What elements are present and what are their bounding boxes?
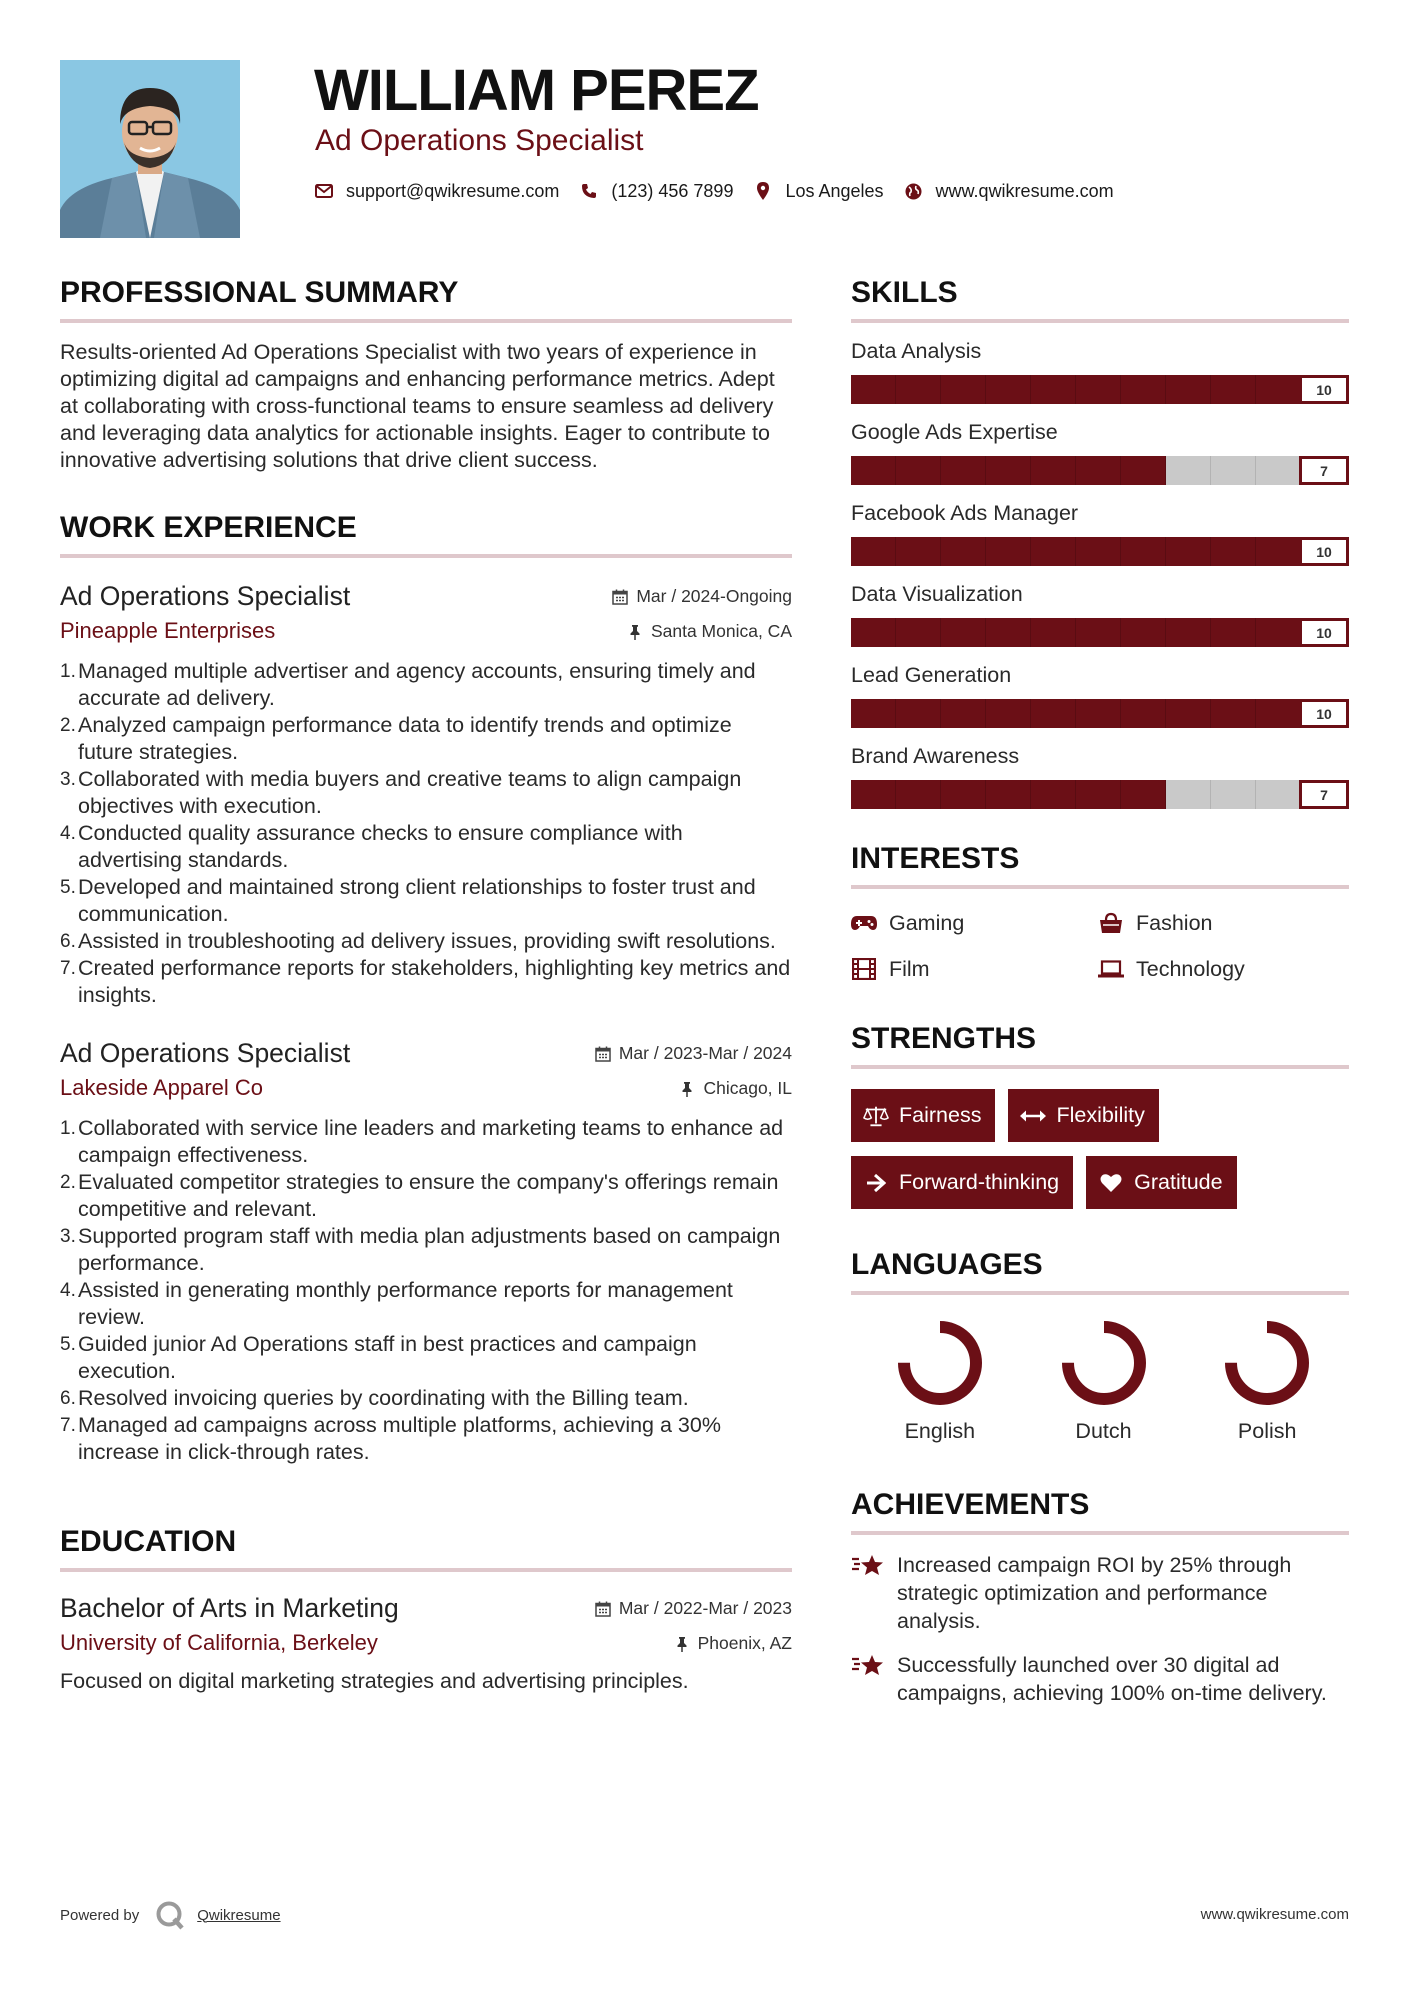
skill-bar-segment	[1031, 537, 1076, 566]
skill-bar-segment	[1256, 618, 1301, 647]
skill-bar-segment	[1211, 375, 1256, 404]
section-title: STRENGTHS	[851, 1022, 1037, 1055]
skill-bar-segment	[1166, 699, 1211, 728]
skill-bar-segment	[1076, 537, 1121, 566]
contact-bar	[314, 176, 1134, 206]
skill-bar-segment	[1121, 699, 1166, 728]
section-divider	[60, 1568, 792, 1572]
skill-bar-segment	[896, 699, 941, 728]
contact-website[interactable]: www.qwikresume.com	[935, 180, 1114, 201]
skill-bar-segment	[1256, 780, 1301, 809]
job-date-text: Mar / 2023-Mar / 2024	[618, 1043, 792, 1063]
skill-bar-segment	[1121, 780, 1166, 809]
skill-name: Facebook Ads Manager	[851, 501, 1079, 525]
skill-level-value: 10	[1299, 699, 1349, 728]
skill-level-value: 10	[1299, 618, 1349, 647]
skill-level-bar	[851, 618, 1349, 647]
job-date	[595, 1043, 792, 1064]
job-entry	[60, 1035, 792, 1466]
shooting-star-icon	[851, 1551, 885, 1579]
skill-bar-segment	[1211, 780, 1256, 809]
language-name: Dutch	[1075, 1419, 1132, 1443]
job-location	[627, 621, 792, 642]
skill-level-bar	[851, 537, 1349, 566]
achievements-section	[851, 1487, 1349, 1707]
education-location-text: Phoenix, AZ	[697, 1633, 792, 1653]
strength-chip	[851, 1089, 995, 1142]
list-item: 1. Managed multiple advertiser and agency accounts, ensuring timely and accurate ad delivery.	[60, 659, 756, 710]
list-item: 1. Collaborated with service line leaders and marketing teams to enhance ad campaign effectiveness.	[60, 1116, 784, 1167]
job-title: Ad Operations Specialist	[60, 581, 351, 611]
skill-bar-segment	[1121, 618, 1166, 647]
language-name: English	[904, 1419, 976, 1443]
envelope-icon	[314, 181, 334, 201]
arrow-right-icon	[863, 1172, 889, 1194]
skill-bar-segment	[1076, 618, 1121, 647]
globe-icon	[904, 181, 924, 201]
languages-list	[851, 1319, 1349, 1445]
skill-bar-segment	[1031, 375, 1076, 404]
shooting-star-icon	[851, 1651, 885, 1679]
summary-text: Results-oriented Ad Operations Specialist with two years of experience in optimizing digital ad campaigns and enhancing performance metrics. Adept at collaborating with cross-functional teams to ensure seamless ad delivery and leveraging data analytics for actionable insights. Eager to contribute to innovative advertising solutions that drive client success.	[60, 340, 775, 472]
language-item	[1185, 1319, 1349, 1445]
section-divider	[851, 1531, 1349, 1535]
skill-bar-segment	[986, 456, 1031, 485]
job-bullets	[60, 1115, 792, 1466]
skill-bar-segment	[986, 780, 1031, 809]
skill-bar-segment	[851, 375, 896, 404]
skill-name: Lead Generation	[851, 663, 1012, 687]
job-location-text: Chicago, IL	[703, 1078, 792, 1098]
education-entry	[60, 1590, 792, 1695]
interest-item	[1098, 955, 1345, 983]
strength-chip	[1008, 1089, 1158, 1142]
skill-bar-segment	[1121, 537, 1166, 566]
strengths-section	[851, 1021, 1349, 1223]
skill-bar-segment	[851, 699, 896, 728]
skill-bar-segment	[941, 537, 986, 566]
list-item: 6. Assisted in troubleshooting ad delivery issues, providing swift resolutions.	[60, 929, 776, 953]
skill-bar-segment	[941, 618, 986, 647]
contact-email[interactable]: support@qwikresume.com	[346, 180, 560, 201]
skill-bar-segment	[986, 618, 1031, 647]
achievement-text: Increased campaign ROI by 25% through strategic optimization and performance analysis.	[897, 1553, 1292, 1633]
job-location	[679, 1078, 792, 1099]
powered-by-label: Powered by	[60, 1906, 140, 1924]
interests-section	[851, 841, 1349, 983]
arrows-horizontal-icon	[1020, 1105, 1046, 1127]
section-title: ACHIEVEMENTS	[851, 1488, 1090, 1521]
film-icon	[851, 958, 877, 980]
right-column	[851, 275, 1349, 1707]
skill-bar-segment	[1031, 699, 1076, 728]
summary-section	[60, 275, 792, 474]
skill-bar-segment	[1076, 456, 1121, 485]
skill-item	[851, 418, 1349, 485]
skill-level-bar	[851, 375, 1349, 404]
contact-phone[interactable]: (123) 456 7899	[611, 180, 734, 201]
company-name: Lakeside Apparel Co	[60, 1075, 264, 1100]
skill-bar-segment	[896, 375, 941, 404]
achievement-text: Successfully launched over 30 digital ad campaigns, achieving 100% on-time delivery.	[897, 1653, 1327, 1705]
achievement-item	[851, 1551, 1349, 1635]
skill-level-value: 10	[1299, 537, 1349, 566]
school-name: University of California, Berkeley	[60, 1630, 378, 1655]
skill-bar-segment	[1166, 618, 1211, 647]
skill-bar-segment	[1211, 618, 1256, 647]
contact-location: Los Angeles	[785, 180, 884, 201]
skills-list	[851, 337, 1349, 809]
skill-bar-segment	[1031, 456, 1076, 485]
skill-bar-segment	[851, 780, 896, 809]
footer-url[interactable]: www.qwikresume.com	[1200, 1906, 1349, 1923]
section-title: EDUCATION	[60, 1525, 237, 1558]
skill-bar-segment	[1121, 456, 1166, 485]
job-date-text: Mar / 2024-Ongoing	[636, 586, 792, 606]
list-item: 4. Assisted in generating monthly performance reports for management review.	[60, 1278, 733, 1329]
skill-bar-segment	[941, 375, 986, 404]
calendar-icon	[595, 1046, 611, 1062]
language-proficiency-ring	[1060, 1319, 1148, 1407]
company-name: Pineapple Enterprises	[60, 618, 276, 643]
language-ring-arc	[904, 1327, 976, 1399]
skill-bar-segment	[1166, 537, 1211, 566]
education-section	[60, 1524, 792, 1695]
skill-bar-segment	[1256, 375, 1301, 404]
strength-label: Fairness	[899, 1103, 982, 1127]
interest-label: Technology	[1136, 957, 1245, 981]
interest-item	[851, 955, 1098, 983]
interest-label: Fashion	[1136, 911, 1213, 935]
skill-bar-segment	[1166, 375, 1211, 404]
skill-bar-segment	[1076, 780, 1121, 809]
phone-icon	[579, 181, 599, 201]
language-proficiency-ring	[1223, 1319, 1311, 1407]
skill-bar-segment	[941, 699, 986, 728]
candidate-title: Ad Operations Specialist	[315, 124, 644, 157]
footer-powered-by	[60, 1900, 281, 1930]
skill-name: Google Ads Expertise	[851, 420, 1058, 444]
pushpin-icon	[627, 624, 643, 640]
section-title: PROFESSIONAL SUMMARY	[60, 276, 459, 309]
education-description: Focused on digital marketing strategies and advertising principles.	[60, 1669, 689, 1693]
interest-label: Film	[889, 957, 930, 981]
skill-level-value: 7	[1299, 456, 1349, 485]
strengths-list	[851, 1089, 1349, 1223]
skill-name: Data Analysis	[851, 339, 982, 363]
left-column	[60, 275, 792, 1695]
achievement-item	[851, 1651, 1349, 1707]
skill-bar-segment	[1076, 699, 1121, 728]
job-entry	[60, 578, 792, 1009]
skill-bar-segment	[1256, 456, 1301, 485]
heart-icon	[1098, 1172, 1124, 1194]
skill-bar-segment	[1211, 456, 1256, 485]
skill-bar-segment	[896, 456, 941, 485]
list-item: 3. Collaborated with media buyers and creative teams to align campaign objectives with execution.	[60, 767, 742, 818]
skill-level-bar	[851, 699, 1349, 728]
skill-bar-segment	[1211, 537, 1256, 566]
section-title: SKILLS	[851, 276, 958, 309]
skill-bar-segment	[1256, 537, 1301, 566]
skill-bar-segment	[1166, 780, 1211, 809]
list-item: 5. Developed and maintained strong client relationships to foster trust and communication.	[60, 875, 756, 926]
interests-list	[851, 909, 1349, 983]
skill-bar-segment	[986, 375, 1031, 404]
education-location	[674, 1633, 792, 1654]
section-title: INTERESTS	[851, 842, 1020, 875]
balance-scale-icon	[863, 1105, 889, 1127]
education-date-text: Mar / 2022-Mar / 2023	[618, 1598, 792, 1618]
languages-section	[851, 1247, 1349, 1445]
skill-bar-segment	[1031, 618, 1076, 647]
strength-chip	[1086, 1156, 1236, 1209]
skills-section	[851, 275, 1349, 809]
shopping-bag-icon	[1098, 912, 1124, 934]
calendar-icon	[595, 1601, 611, 1617]
skill-item	[851, 580, 1349, 647]
language-proficiency-ring	[896, 1319, 984, 1407]
list-item: 6. Resolved invoicing queries by coordinating with the Billing team.	[60, 1386, 689, 1410]
skill-level-value: 10	[1299, 375, 1349, 404]
pushpin-icon	[679, 1081, 695, 1097]
skill-level-bar	[851, 780, 1349, 809]
language-ring-arc	[1068, 1327, 1140, 1399]
skill-bar-segment	[1256, 699, 1301, 728]
profile-photo	[60, 60, 240, 238]
pushpin-icon	[674, 1636, 690, 1652]
language-item	[1022, 1319, 1186, 1445]
degree-title: Bachelor of Arts in Marketing	[60, 1593, 399, 1623]
skill-bar-segment	[986, 699, 1031, 728]
skill-name: Data Visualization	[851, 582, 1023, 606]
skill-bar-segment	[896, 537, 941, 566]
language-name: Polish	[1237, 1419, 1297, 1443]
strength-label: Flexibility	[1056, 1103, 1145, 1127]
qwikresume-logo-icon	[155, 1900, 185, 1930]
skill-item	[851, 499, 1349, 566]
interest-item	[1098, 909, 1345, 937]
education-date	[595, 1598, 792, 1619]
section-divider	[851, 1065, 1349, 1069]
skill-bar-segment	[1076, 375, 1121, 404]
strength-label: Gratitude	[1134, 1170, 1223, 1194]
skill-bar-segment	[986, 537, 1031, 566]
strength-label: Forward-thinking	[899, 1170, 1060, 1194]
section-title: WORK EXPERIENCE	[60, 511, 357, 544]
laptop-icon	[1098, 958, 1124, 980]
skill-item	[851, 742, 1349, 809]
skill-bar-segment	[851, 618, 896, 647]
section-divider	[851, 885, 1349, 889]
job-title: Ad Operations Specialist	[60, 1038, 351, 1068]
list-item: 2. Evaluated competitor strategies to ensure the company's offerings remain competitive and relevant.	[60, 1170, 779, 1221]
map-pin-icon	[753, 181, 773, 201]
skill-name: Brand Awareness	[851, 744, 1020, 768]
strength-chip	[851, 1156, 1073, 1209]
list-item: 7. Created performance reports for stakeholders, highlighting key metrics and insights.	[60, 956, 791, 1007]
skill-bar-segment	[1166, 456, 1211, 485]
candidate-name: WILLIAM PEREZ	[314, 58, 759, 123]
section-divider	[851, 1291, 1349, 1295]
gamepad-icon	[851, 912, 877, 934]
section-divider	[851, 319, 1349, 323]
skill-bar-segment	[941, 456, 986, 485]
calendar-icon	[612, 589, 628, 605]
skill-bar-segment	[896, 780, 941, 809]
skill-bar-segment	[851, 456, 896, 485]
interest-item	[851, 909, 1098, 937]
list-item: 4. Conducted quality assurance checks to ensure compliance with advertising standards.	[60, 821, 683, 872]
brand-link[interactable]: Qwikresume	[197, 1906, 281, 1924]
language-ring-arc	[1231, 1327, 1303, 1399]
experience-section	[60, 510, 792, 1466]
job-location-text: Santa Monica, CA	[650, 621, 792, 641]
skill-bar-segment	[941, 780, 986, 809]
section-divider	[60, 319, 792, 323]
skill-bar-segment	[851, 537, 896, 566]
job-date	[612, 586, 792, 607]
list-item: 7. Managed ad campaigns across multiple platforms, achieving a 30% increase in click-through rates.	[60, 1413, 721, 1464]
job-bullets	[60, 658, 792, 1009]
skill-level-bar	[851, 456, 1349, 485]
skill-item	[851, 337, 1349, 404]
list-item: 5. Guided junior Ad Operations staff in best practices and campaign execution.	[60, 1332, 697, 1383]
section-title: LANGUAGES	[851, 1248, 1043, 1281]
section-divider	[60, 554, 792, 558]
skill-level-value: 7	[1299, 780, 1349, 809]
language-item	[858, 1319, 1022, 1445]
list-item: 2. Analyzed campaign performance data to identify trends and optimize future strategies.	[60, 713, 732, 764]
interest-label: Gaming	[889, 911, 965, 935]
skill-bar-segment	[1031, 780, 1076, 809]
skill-item	[851, 661, 1349, 728]
skill-bar-segment	[1211, 699, 1256, 728]
list-item: 3. Supported program staff with media plan adjustments based on campaign performance.	[60, 1224, 781, 1275]
skill-bar-segment	[1121, 375, 1166, 404]
skill-bar-segment	[896, 618, 941, 647]
